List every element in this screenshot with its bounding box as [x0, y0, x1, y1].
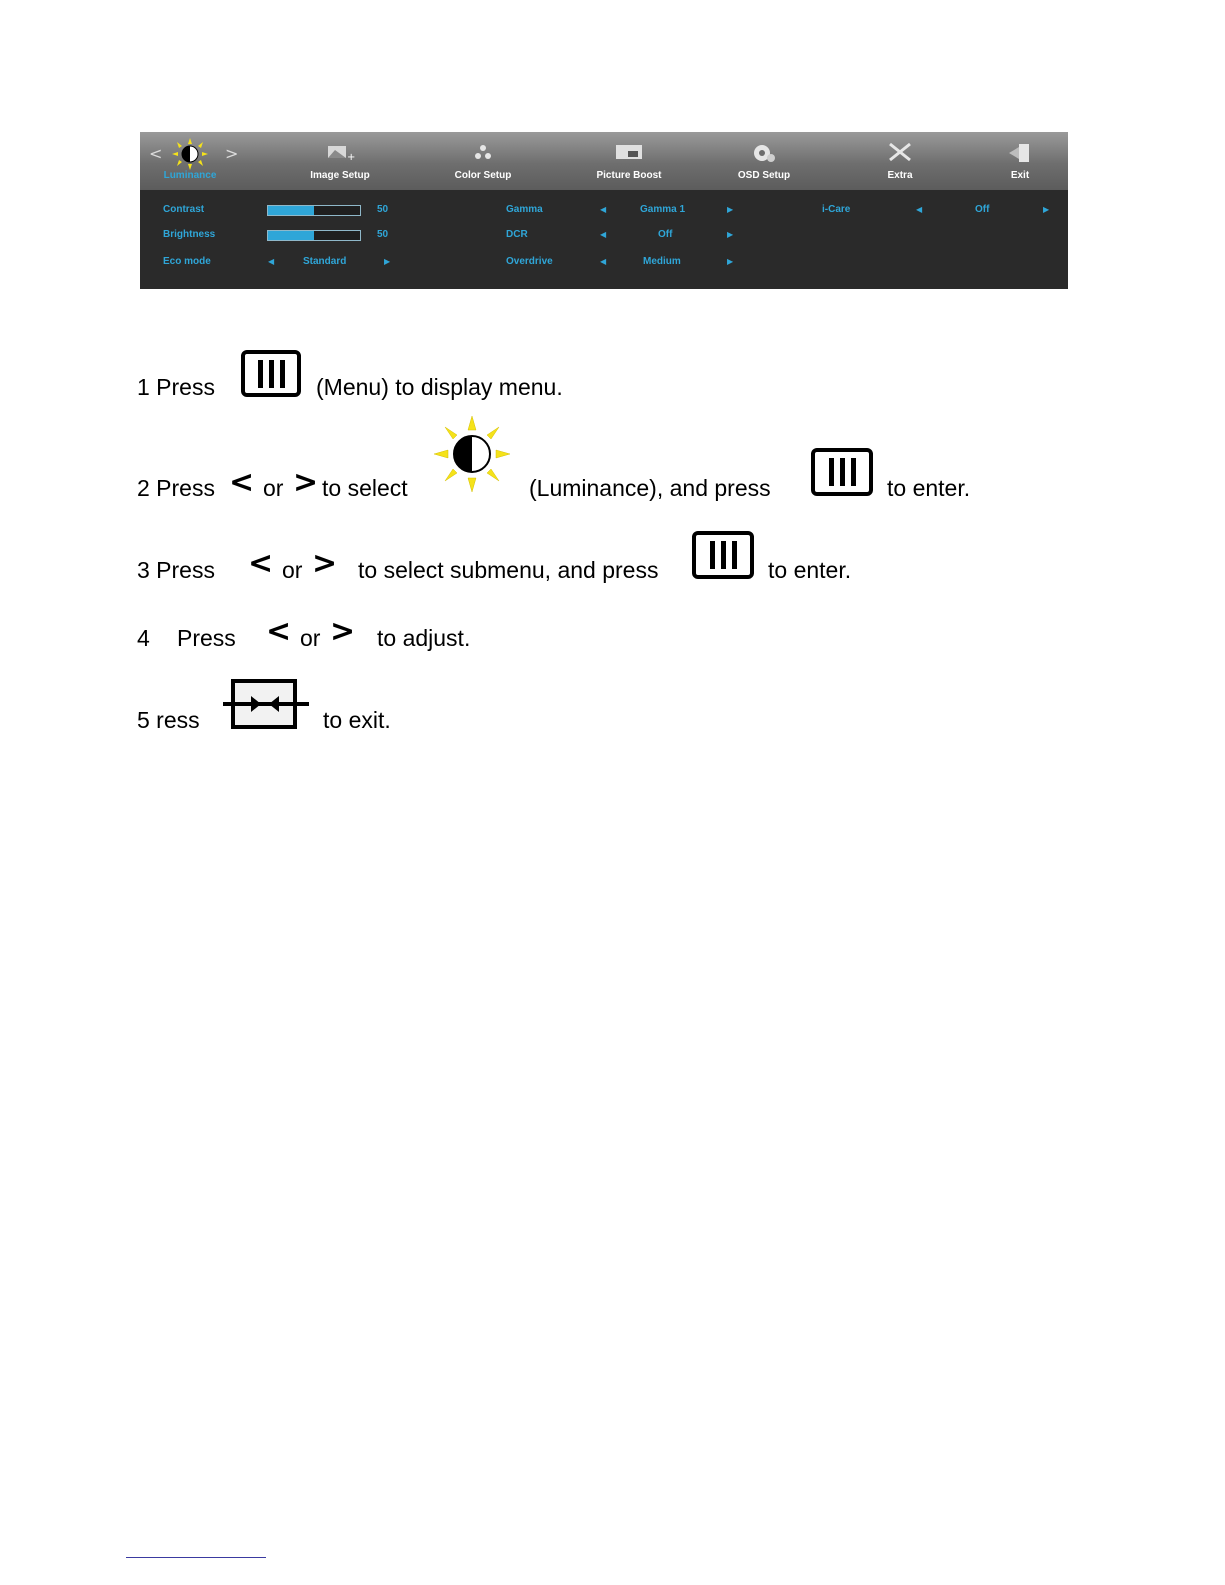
tab-label: Picture Boost [596, 170, 662, 181]
dcr-right-arrow[interactable]: ▶ [727, 230, 734, 239]
tab-extra[interactable] [860, 132, 940, 190]
step-2-enter: to enter. [887, 475, 971, 501]
step-2-select: to select [322, 475, 408, 501]
step-3-or: or [282, 557, 303, 583]
overdrive-value: Medium [643, 256, 681, 267]
step-3-desc: to select submenu, and press [358, 557, 659, 583]
nav-prev-arrow[interactable]: < [149, 144, 163, 163]
extra-icon [887, 142, 913, 162]
contrast-slider[interactable] [267, 205, 361, 216]
tab-image-setup[interactable] [290, 132, 390, 190]
tab-label: Exit [1010, 170, 1030, 181]
gamma-label: Gamma [506, 204, 543, 215]
osd-settings-panel [140, 190, 1068, 289]
image-setup-icon [325, 142, 355, 162]
overdrive-right-arrow[interactable]: ▶ [727, 257, 734, 266]
sun-contrast-icon [170, 138, 210, 170]
contrast-value: 50 [377, 204, 389, 215]
icare-value: Off [975, 204, 990, 215]
brightness-value: 50 [377, 229, 389, 240]
dcr-label: DCR [506, 229, 528, 240]
step-2-or: or [263, 475, 284, 501]
step-2-luminance: (Luminance), and press [529, 475, 771, 501]
osd-menu [140, 132, 1068, 289]
eco-mode-right-arrow[interactable]: ▶ [384, 257, 391, 266]
eco-mode-left-arrow[interactable]: ◀ [268, 257, 275, 266]
picture-boost-icon [614, 142, 644, 162]
color-setup-icon [471, 142, 495, 162]
eco-mode-value: Standard [303, 256, 347, 267]
footer-rule [126, 1557, 266, 1558]
step-4-num: 4 [137, 625, 150, 651]
brightness-slider-fill [268, 231, 314, 240]
right-chevron-icon: > [312, 546, 338, 581]
dcr-value: Off [658, 229, 673, 240]
menu-button-icon [241, 350, 301, 397]
icare-right-arrow[interactable]: ▶ [1043, 205, 1050, 214]
tab-label: Image Setup [310, 170, 370, 181]
dcr-left-arrow[interactable]: ◀ [600, 230, 607, 239]
exit-button-icon [221, 676, 311, 732]
osd-tab-bar [140, 132, 1068, 190]
left-chevron-icon: < [229, 465, 255, 500]
svg-text:+: + [347, 152, 355, 162]
step-1-desc: (Menu) to display menu. [316, 374, 563, 400]
step-4-desc: to adjust. [377, 625, 471, 651]
step-1-text: 1 Press [137, 374, 215, 400]
step-4-or: or [300, 625, 321, 651]
step-3-text: 3 Press [137, 557, 215, 583]
brightness-label: Brightness [163, 229, 216, 240]
luminance-icon [432, 414, 512, 494]
icare-label: i-Care [822, 204, 851, 215]
icare-left-arrow[interactable]: ◀ [916, 205, 923, 214]
contrast-label: Contrast [163, 204, 205, 215]
tab-osd-setup[interactable] [714, 132, 814, 190]
tab-color-setup[interactable] [433, 132, 533, 190]
left-chevron-icon: < [248, 546, 274, 581]
tab-picture-boost[interactable] [579, 132, 679, 190]
step-4-text: Press [177, 625, 236, 651]
contrast-slider-fill [268, 206, 314, 215]
menu-button-icon [692, 531, 754, 579]
right-chevron-icon: > [293, 465, 319, 500]
nav-next-arrow[interactable]: > [225, 144, 239, 163]
tab-label: Color Setup [454, 170, 512, 181]
tab-label: Extra [887, 170, 913, 181]
step-5-desc: to exit. [323, 707, 391, 733]
gamma-left-arrow[interactable]: ◀ [600, 205, 607, 214]
left-chevron-icon: < [266, 614, 292, 649]
exit-icon [1007, 142, 1033, 164]
right-chevron-icon: > [330, 614, 356, 649]
tab-exit[interactable] [990, 132, 1050, 190]
tab-label: Luminance [163, 170, 217, 181]
step-3-enter: to enter. [768, 557, 852, 583]
step-2-text: 2 Press [137, 475, 215, 501]
brightness-slider[interactable] [267, 230, 361, 241]
osd-setup-icon [749, 142, 779, 164]
overdrive-label: Overdrive [506, 256, 553, 267]
overdrive-left-arrow[interactable]: ◀ [600, 257, 607, 266]
gamma-right-arrow[interactable]: ▶ [727, 205, 734, 214]
step-5-text: 5 ress [137, 707, 200, 733]
eco-mode-label: Eco mode [163, 256, 211, 267]
menu-button-icon [811, 448, 873, 496]
tab-luminance[interactable] [155, 132, 225, 190]
gamma-value: Gamma 1 [640, 204, 686, 215]
tab-label: OSD Setup [737, 170, 791, 181]
